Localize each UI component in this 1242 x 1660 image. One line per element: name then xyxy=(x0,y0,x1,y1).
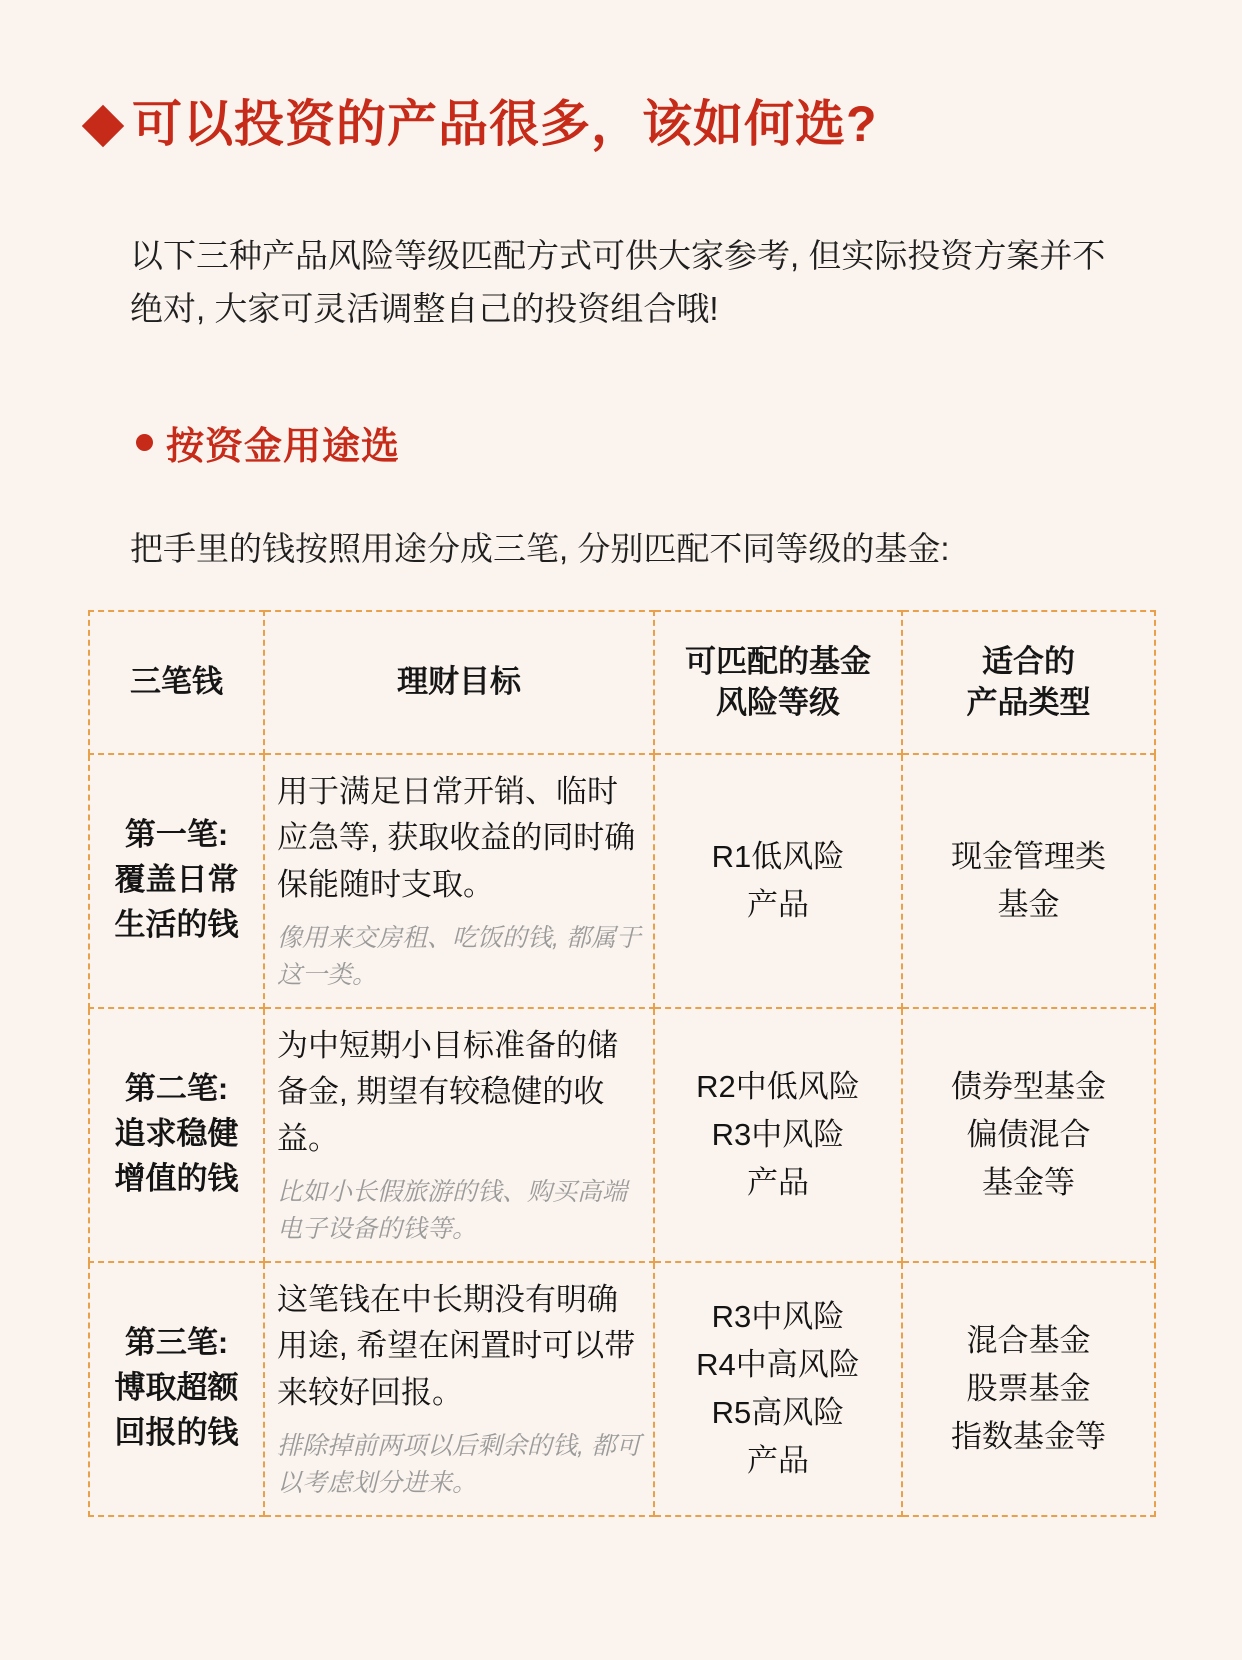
row-goal-second-note: 比如小长假旅游的钱、购买高端电子设备的钱等。 xyxy=(277,1178,628,1243)
section-heading-row xyxy=(136,383,1154,501)
row-risk-third-line3: R5高风险 xyxy=(711,1394,845,1430)
table-header-product-type xyxy=(902,611,1155,754)
row-label-second-line1: 第二笔: xyxy=(124,1071,229,1107)
diamond-icon xyxy=(82,105,124,147)
row-type-first xyxy=(902,754,1155,1008)
table-header-goal: 理财目标 xyxy=(264,611,654,754)
row-type-third-line1: 混合基金 xyxy=(966,1322,1091,1358)
row-type-second xyxy=(902,1008,1155,1262)
row-risk-first xyxy=(654,754,902,1008)
row-label-first xyxy=(89,754,264,1008)
row-label-second-line3: 增值的钱 xyxy=(114,1161,239,1197)
row-goal-third xyxy=(264,1262,654,1516)
section-description: 把手里的钱按照用途分成三笔, 分别匹配不同等级的基金: xyxy=(130,530,950,568)
row-goal-second-text: 为中短期小目标准备的储备金, 期望有较稳健的收益。 xyxy=(277,1027,618,1156)
row-goal-first-note: 像用来交房租、吃饭的钱, 都属于这一类。 xyxy=(277,924,641,989)
row-label-third xyxy=(89,1262,264,1516)
page-title: 可以投资的产品很多，该如何选? xyxy=(132,95,878,152)
row-goal-third-note: 排除掉前两项以后剩余的钱, 都可以考虑划分进来。 xyxy=(277,1432,641,1497)
row-goal-second xyxy=(264,1008,654,1262)
row-risk-third-line1: R3中风险 xyxy=(711,1298,845,1334)
row-risk-second xyxy=(654,1008,902,1262)
row-type-first-line1: 现金管理类 xyxy=(951,838,1106,874)
row-risk-first-line2: 产品 xyxy=(747,886,809,922)
section-title: 按资金用途选 xyxy=(166,425,401,468)
row-label-first-line1: 第一笔: xyxy=(124,817,229,853)
row-label-third-line2: 博取超额 xyxy=(114,1370,239,1406)
row-label-second-line2: 追求稳健 xyxy=(114,1116,239,1152)
table-header-money-buckets: 三笔钱 xyxy=(89,611,264,754)
row-type-second-line2: 偏债混合 xyxy=(966,1116,1091,1152)
row-risk-second-line1: R2中低风险 xyxy=(696,1068,860,1104)
row-type-second-line1: 债券型基金 xyxy=(951,1068,1106,1104)
row-risk-first-line1: R1低风险 xyxy=(711,838,845,874)
intro-paragraph: 以下三种产品风险等级匹配方式可供大家参考, 但实际投资方案并不绝对, 大家可灵活调整自己的投资组合哦! xyxy=(130,236,1106,327)
table-row xyxy=(89,1262,1155,1516)
row-type-first-line2: 基金 xyxy=(997,886,1060,922)
row-risk-third-line4: 产品 xyxy=(747,1442,809,1478)
fund-matrix-table xyxy=(88,610,1156,1517)
table-header-risk-level-line2: 风险等级 xyxy=(716,684,840,720)
table-header-product-type-line1: 适合的 xyxy=(982,644,1075,680)
table-header-row xyxy=(89,611,1155,754)
row-risk-third-line2: R4中高风险 xyxy=(696,1346,860,1382)
row-goal-third-text: 这笔钱在中长期没有明确用途, 希望在闲置时可以带来较好回报。 xyxy=(277,1281,636,1410)
row-risk-third xyxy=(654,1262,902,1516)
row-label-first-line3: 生活的钱 xyxy=(114,907,239,943)
row-label-second xyxy=(89,1008,264,1262)
table-header-product-type-line2: 产品类型 xyxy=(966,684,1091,720)
row-goal-first xyxy=(264,754,654,1008)
table-header-risk-level-line1: 可匹配的基金 xyxy=(685,644,871,680)
fund-matrix-table-wrapper xyxy=(88,610,1154,1517)
row-risk-second-line3: 产品 xyxy=(747,1164,809,1200)
page-title-row xyxy=(88,0,1154,187)
row-label-third-line3: 回报的钱 xyxy=(114,1415,239,1451)
row-label-third-line1: 第三笔: xyxy=(124,1325,229,1361)
row-type-third-line3: 指数基金等 xyxy=(951,1418,1106,1454)
row-goal-first-text: 用于满足日常开销、临时应急等, 获取收益的同时确保能随时支取。 xyxy=(277,773,636,902)
row-type-second-line3: 基金等 xyxy=(982,1164,1075,1200)
row-label-first-line2: 覆盖日常 xyxy=(114,862,239,898)
table-row xyxy=(89,754,1155,1008)
row-type-third-line2: 股票基金 xyxy=(966,1370,1091,1406)
bullet-dot-icon xyxy=(136,434,153,451)
row-risk-second-line2: R3中风险 xyxy=(711,1116,845,1152)
row-type-third xyxy=(902,1262,1155,1516)
table-row xyxy=(89,1008,1155,1262)
table-header-risk-level xyxy=(654,611,902,754)
